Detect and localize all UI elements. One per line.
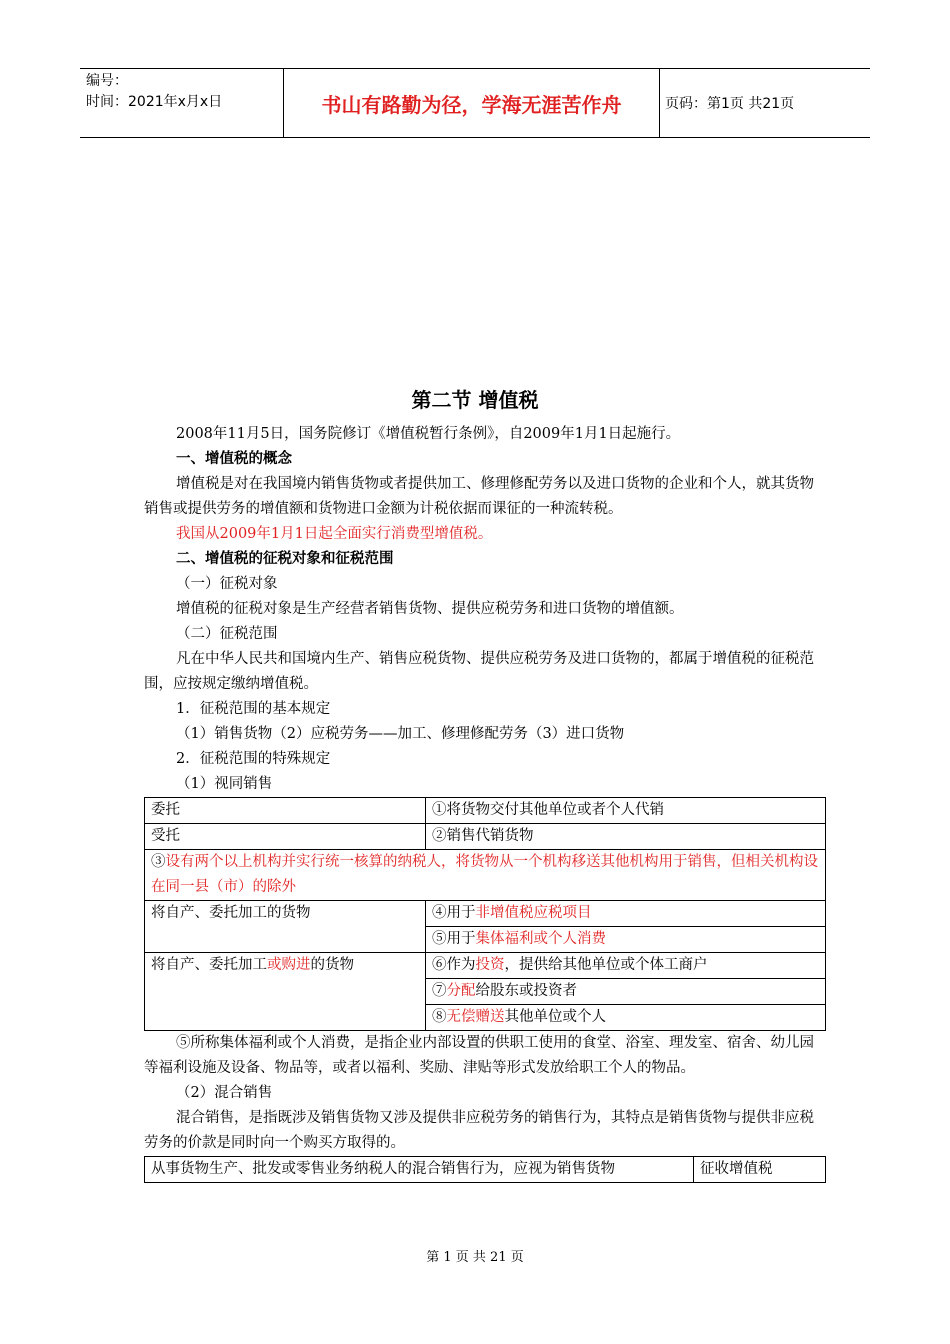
number-label: 编号： [86, 73, 128, 89]
table-row [145, 798, 826, 824]
page-footer: 第 1 页 共 21 页 [426, 1250, 524, 1265]
table-cell [145, 953, 426, 1031]
sec2-p1: 1．征税范围的基本规定 [176, 701, 331, 717]
cell-text: ⑧ [432, 1009, 447, 1025]
sec2-p2: 2．征税范围的特殊规定 [176, 751, 331, 767]
table-cell [145, 850, 826, 901]
mixed-body: 混合销售，是指既涉及销售货物又涉及提供非应税劳务的销售行为，其特点是销售货物与提供非应税劳务的价款是同时向一个购买方取得的。 [144, 1110, 814, 1151]
table-row [145, 824, 826, 850]
red-text: 无偿赠送 [446, 1009, 505, 1025]
sec1-red-note: 我国从2009年1月1日起全面实行消费型增值税。 [176, 526, 493, 542]
header-page-info: 页码：第1页 共21页 [665, 96, 795, 112]
table-row [145, 1157, 826, 1183]
cell-text: ④用于 [432, 905, 476, 921]
header-motto: 书山有路勤为径，学海无涯苦作舟 [283, 69, 660, 137]
cell-text: ⑤用于 [432, 931, 476, 947]
red-text: 分配 [446, 983, 476, 999]
red-text: 设有两个以上机构并实行统一核算的纳税人，将货物从一个机构移送其他机构用于销售，但相关机构设在同一县（市）的除外 [151, 854, 818, 895]
sec2-sub1: （一）征税对象 [176, 576, 278, 592]
table-cell: 将自产、委托加工的货物 [145, 901, 426, 953]
time-label: 时间：2021年x月x日 [86, 94, 223, 110]
sec2-sub2: （二）征税范围 [176, 626, 278, 642]
mixed-sub: （2）混合销售 [176, 1085, 273, 1101]
table-row [145, 953, 826, 979]
table-cell: ②销售代销货物 [426, 824, 826, 850]
document-body [144, 422, 826, 1183]
red-text: 集体福利或个人消费 [475, 931, 606, 947]
table-row [145, 850, 826, 901]
table-cell: 委托 [145, 798, 426, 824]
red-text: 投资 [475, 957, 505, 973]
sec2-sub1-body: 增值税的征税对象是生产经营者销售货物、提供应税劳务和进口货物的增值额。 [176, 601, 684, 617]
cell-text: 的货物 [310, 957, 354, 973]
sec2-heading: 二、增值税的征税对象和征税范围 [176, 551, 394, 567]
sec2-p1-body: （1）销售货物（2）应税劳务——加工、修理修配劳务（3）进口货物 [176, 726, 625, 742]
item-number: ③ [151, 854, 166, 870]
table-cell: 征收增值税 [694, 1157, 826, 1183]
note-5: ⑤所称集体福利或个人消费，是指企业内部设置的供职工使用的食堂、浴室、理发室、宿舍、幼儿园等福利设施及设备、物品等，或者以福利、奖励、津贴等形式发放给职工个人的物品。 [144, 1035, 814, 1076]
mixed-sales-table [144, 1156, 826, 1183]
cell-text: 其他单位或个人 [504, 1009, 606, 1025]
cell-text: ⑦ [432, 983, 447, 999]
table-cell [426, 979, 826, 1005]
table-cell [426, 1005, 826, 1031]
page-header [80, 68, 870, 138]
cell-text: ⑥作为 [432, 957, 476, 973]
cell-text: ，提供给其他单位或个体工商户 [504, 957, 708, 973]
table-cell: 受托 [145, 824, 426, 850]
cell-text: 将自产、委托加工 [151, 957, 267, 973]
red-text: 或购进 [267, 957, 311, 973]
table-row [145, 901, 826, 927]
sec2-sub2-body: 凡在中华人民共和国境内生产、销售应税货物、提供应税劳务及进口货物的，都属于增值税的征税范围，应按规定缴纳增值税。 [144, 651, 814, 692]
section-title: 第二节 增值税 [411, 388, 539, 412]
sec1-body: 增值税是对在我国境内销售货物或者提供加工、修理修配劳务以及进口货物的企业和个人，就其货物销售或提供劳务的增值额和货物进口金额为计税依据而课征的一种流转税。 [144, 476, 814, 517]
table-cell [426, 901, 826, 927]
table-cell: ①将货物交付其他单位或者个人代销 [426, 798, 826, 824]
table-cell: 从事货物生产、批发或零售业务纳税人的混合销售行为，应视为销售货物 [145, 1157, 694, 1183]
red-text: 非增值税应税项目 [475, 905, 592, 921]
sec1-heading: 一、增值税的概念 [176, 451, 292, 467]
deemed-sales-table [144, 797, 826, 1031]
table-cell [426, 953, 826, 979]
table-cell [426, 927, 826, 953]
header-meta [86, 71, 222, 113]
sec2-p2-sub: （1）视同销售 [176, 776, 273, 792]
intro-paragraph: 2008年11月5日，国务院修订《增值税暂行条例》，自2009年1月1日起施行。 [176, 426, 681, 442]
cell-text: 给股东或投资者 [475, 983, 577, 999]
